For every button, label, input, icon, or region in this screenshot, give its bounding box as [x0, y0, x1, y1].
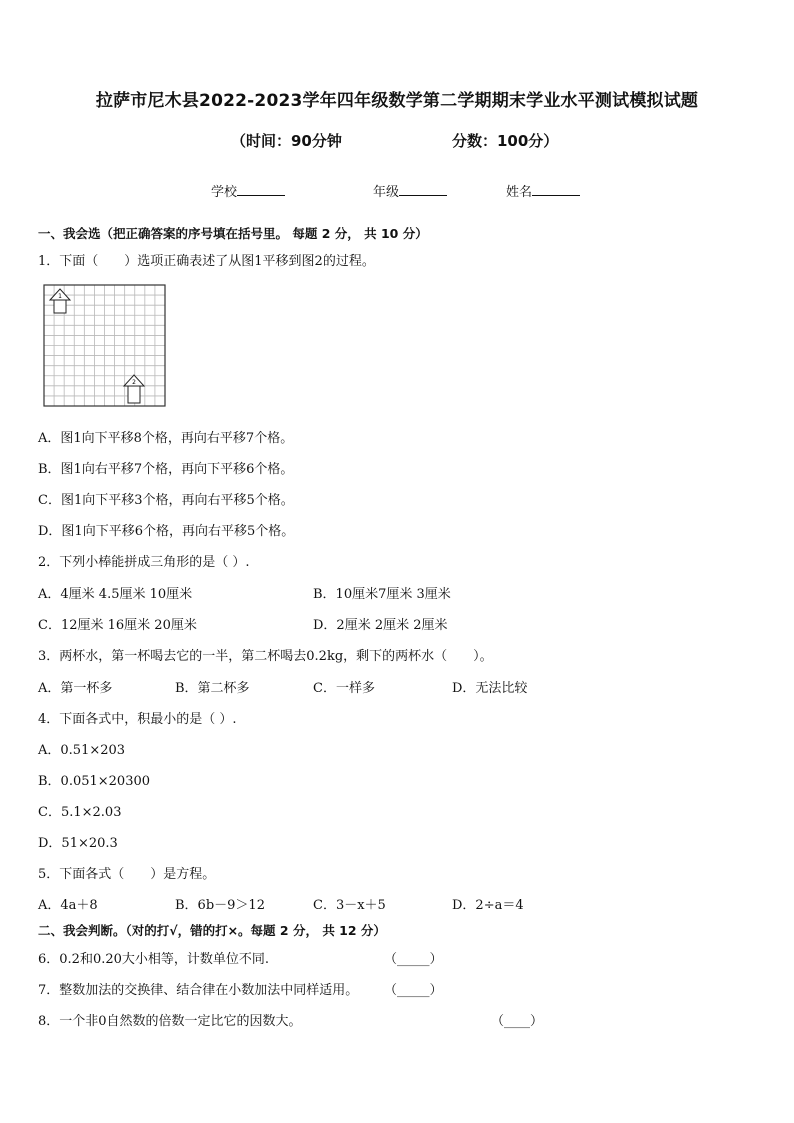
q4-option-d: D．51×20.3	[38, 836, 118, 851]
q3-option-b: B．第二杯多	[175, 681, 250, 696]
q8-text: 8．一个非0自然数的倍数一定比它的因数大。	[38, 1014, 302, 1029]
exam-score: 分数：100分）	[452, 132, 559, 150]
section2-heading: 二、我会判断。（对的打√，错的打×。每题 2 分， 共 12 分）	[38, 923, 386, 938]
q2-option-b: B．10厘米7厘米 3厘米	[313, 587, 451, 602]
fig2-label: 2	[132, 379, 136, 386]
q5-option-c: C．3－x＋5	[313, 898, 386, 913]
house-figure-2	[124, 375, 144, 403]
q5-stem: 5．下面各式（ ）是方程。	[38, 867, 216, 882]
q6-text: 6．0.2和0.20大小相等，计数单位不同.	[38, 952, 270, 967]
q2-option-c: C．12厘米 16厘米 20厘米	[38, 618, 197, 633]
q7-answer-blank: （_____）	[384, 983, 443, 998]
q4-option-a: A．0.51×203	[38, 743, 126, 758]
exam-title: 拉萨市尼木县2022-2023学年四年级数学第二学期期末学业水平测试模拟试题	[95, 91, 699, 111]
q4-option-c: C．5.1×2.03	[38, 805, 122, 820]
q1-stem: 1．下面（ ）选项正确表述了从图1平移到图2的过程。	[38, 254, 375, 269]
q8-answer-blank: （____）	[491, 1014, 544, 1029]
q7-text: 7．整数加法的交换律、结合律在小数加法中同样适用。	[38, 983, 359, 998]
exam-time: （时间：90分钟	[231, 132, 342, 150]
school-field	[211, 181, 285, 200]
name-label: 姓名	[506, 185, 533, 200]
translation-grid-figure	[43, 284, 168, 408]
fig1-label: 1	[58, 293, 62, 300]
q2-option-a: A．4厘米 4.5厘米 10厘米	[38, 587, 193, 602]
q5-option-d: D．2÷a＝4	[452, 898, 524, 913]
grade-blank	[399, 183, 447, 196]
house-figure-1	[50, 289, 70, 313]
q3-option-c: C．一样多	[313, 681, 375, 696]
school-blank	[237, 183, 285, 196]
q3-option-d: D．无法比较	[452, 681, 528, 696]
q3-stem: 3．两杯水，第一杯喝去它的一半，第二杯喝去0.2kg，剩下的两杯水（ ）。	[38, 649, 493, 664]
q5-option-a: A．4a＋8	[38, 898, 98, 913]
q2-stem: 2．下列小棒能拼成三角形的是（ ）.	[38, 555, 250, 570]
q6-answer-blank: （_____）	[384, 952, 443, 967]
q4-option-b: B．0.051×20300	[38, 774, 151, 789]
q2-option-d: D．2厘米 2厘米 2厘米	[313, 618, 448, 633]
name-blank	[532, 183, 580, 196]
q1-option-d: D．图1向下平移6个格，再向右平移5个格。	[38, 524, 295, 539]
q4-stem: 4．下面各式中，积最小的是（ ）.	[38, 712, 237, 727]
q1-option-c: C．图1向下平移3个格，再向右平移5个格。	[38, 493, 294, 508]
q1-option-b: B．图1向右平移7个格，再向下平移6个格。	[38, 462, 294, 477]
q5-option-b: B．6b－9＞12	[175, 898, 265, 913]
section1-heading: 一、我会选（把正确答案的序号填在括号里。 每题 2 分， 共 10 分）	[38, 226, 428, 241]
grade-field	[373, 181, 447, 200]
school-label: 学校	[211, 185, 238, 200]
q3-option-a: A．第一杯多	[38, 681, 113, 696]
name-field	[506, 181, 580, 200]
grade-label: 年级	[373, 185, 400, 200]
q1-option-a: A．图1向下平移8个格，再向右平移7个格。	[38, 431, 294, 446]
